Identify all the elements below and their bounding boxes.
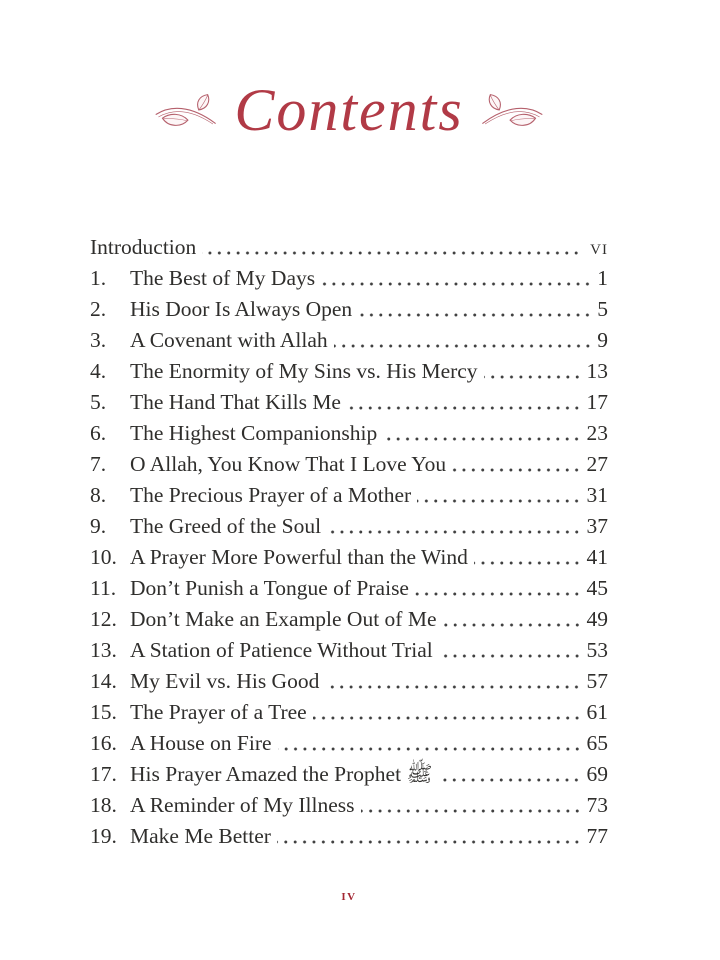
- entry-title: Introduction: [90, 235, 197, 259]
- toc-entry[interactable]: [90, 604, 608, 635]
- entry-number: 13.: [90, 638, 117, 662]
- dotted-leader: [452, 468, 581, 472]
- leaf-sprig-left-icon: [154, 94, 218, 141]
- entry-number: 16.: [90, 731, 117, 755]
- toc-entry[interactable]: [90, 573, 608, 604]
- dotted-leader: [474, 561, 582, 565]
- toc-entry[interactable]: [90, 294, 608, 325]
- entry-number: 10.: [90, 545, 117, 569]
- entry-number: 14.: [90, 669, 117, 693]
- entry-title: O Allah, You Know That I Love You: [130, 452, 447, 476]
- dotted-leader: [334, 344, 593, 348]
- entry-page-number: 37: [586, 514, 608, 538]
- entry-title: The Greed of the Soul: [130, 514, 322, 538]
- entry-page-number: 69: [586, 762, 608, 786]
- entry-number: 17.: [90, 762, 117, 786]
- entry-page-number: 77: [586, 824, 608, 848]
- entry-page-number: 31: [586, 483, 608, 507]
- entry-title: The Prayer of a Tree: [130, 700, 307, 724]
- dotted-leader: [327, 530, 581, 534]
- entry-number: 5.: [90, 390, 107, 414]
- entry-title: My Evil vs. His Good: [130, 669, 320, 693]
- dotted-leader: [383, 437, 581, 441]
- entry-number: 19.: [90, 824, 117, 848]
- dotted-leader: [439, 654, 582, 658]
- toc-entry[interactable]: [90, 790, 608, 821]
- toc-entry[interactable]: [90, 542, 608, 573]
- entry-number: 8.: [90, 483, 107, 507]
- dotted-leader: [278, 747, 582, 751]
- dotted-leader: [202, 251, 581, 255]
- toc-entry[interactable]: [90, 635, 608, 666]
- entry-title: Don’t Make an Example Out of Me: [130, 607, 437, 631]
- entry-title: The Highest Companionship: [130, 421, 378, 445]
- toc-entry-list: [90, 263, 608, 852]
- page-title: Contents: [234, 77, 464, 143]
- entry-title: A Prayer More Powerful than the Wind: [130, 545, 468, 569]
- entry-title: The Hand That Kills Me: [130, 390, 341, 414]
- toc-entry[interactable]: [90, 263, 608, 294]
- entry-page-number: 1: [597, 266, 608, 290]
- entry-number: 7.: [90, 452, 107, 476]
- entry-page-number: 73: [586, 793, 608, 817]
- entry-title: His Door Is Always Open: [130, 297, 353, 321]
- entry-number: 15.: [90, 700, 117, 724]
- entry-number: 12.: [90, 607, 117, 631]
- entry-number: 9.: [90, 514, 107, 538]
- dotted-leader: [277, 840, 582, 844]
- entry-page-number: vi: [590, 235, 608, 259]
- dotted-leader: [484, 375, 582, 379]
- entry-page-number: 45: [586, 576, 608, 600]
- toc-entry[interactable]: [90, 449, 608, 480]
- entry-title: His Prayer Amazed the Prophet ﷺ: [130, 762, 433, 786]
- contents-header: [70, 66, 628, 154]
- entry-page-number: 57: [586, 669, 608, 693]
- entry-title: Make Me Better: [130, 824, 271, 848]
- entry-title: The Enormity of My Sins vs. His Mercy: [130, 359, 478, 383]
- dotted-leader: [361, 809, 582, 813]
- table-of-contents: [90, 232, 608, 852]
- toc-entry[interactable]: [90, 821, 608, 852]
- toc-entry[interactable]: [90, 418, 608, 449]
- entry-title: A Reminder of My Illness: [130, 793, 355, 817]
- toc-entry[interactable]: [90, 759, 608, 790]
- entry-number: 11.: [90, 576, 117, 600]
- dotted-leader: [415, 592, 582, 596]
- toc-entry-introduction[interactable]: [90, 232, 608, 263]
- leaf-sprig-right-icon: [480, 94, 544, 141]
- entry-title: A Station of Patience Without Trial: [130, 638, 433, 662]
- toc-entry[interactable]: [90, 666, 608, 697]
- entry-page-number: 23: [586, 421, 608, 445]
- entry-number: 4.: [90, 359, 107, 383]
- dotted-leader: [313, 716, 582, 720]
- dotted-leader: [417, 499, 581, 503]
- dotted-leader: [347, 406, 582, 410]
- entry-number: 2.: [90, 297, 107, 321]
- entry-number: 6.: [90, 421, 107, 445]
- entry-page-number: 49: [586, 607, 608, 631]
- entry-page-number: 61: [586, 700, 608, 724]
- toc-entry[interactable]: [90, 387, 608, 418]
- entry-number: 1.: [90, 266, 107, 290]
- dotted-leader: [358, 313, 592, 317]
- folio-page-number: iv: [341, 888, 357, 904]
- entry-title: A House on Fire: [130, 731, 272, 755]
- toc-entry[interactable]: [90, 480, 608, 511]
- dotted-leader: [443, 623, 582, 627]
- entry-title: Don’t Punish a Tongue of Praise: [130, 576, 409, 600]
- entry-title: A Covenant with Allah: [130, 328, 328, 352]
- entry-page-number: 27: [586, 452, 608, 476]
- dotted-leader: [325, 685, 581, 689]
- dotted-leader: [438, 778, 581, 782]
- entry-page-number: 65: [586, 731, 608, 755]
- entry-page-number: 5: [597, 297, 608, 321]
- entry-number: 18.: [90, 793, 117, 817]
- entry-title: The Precious Prayer of a Mother: [130, 483, 412, 507]
- dotted-leader: [321, 282, 592, 286]
- toc-entry[interactable]: [90, 697, 608, 728]
- toc-entry[interactable]: [90, 511, 608, 542]
- entry-page-number: 13: [586, 359, 608, 383]
- entry-title: The Best of My Days: [130, 266, 316, 290]
- toc-entry[interactable]: [90, 356, 608, 387]
- toc-entry[interactable]: [90, 728, 608, 759]
- toc-entry[interactable]: [90, 325, 608, 356]
- text-block: [90, 0, 608, 960]
- entry-page-number: 41: [586, 545, 608, 569]
- entry-page-number: 17: [586, 390, 608, 414]
- entry-page-number: 9: [597, 328, 608, 352]
- entry-number: 3.: [90, 328, 107, 352]
- entry-page-number: 53: [586, 638, 608, 662]
